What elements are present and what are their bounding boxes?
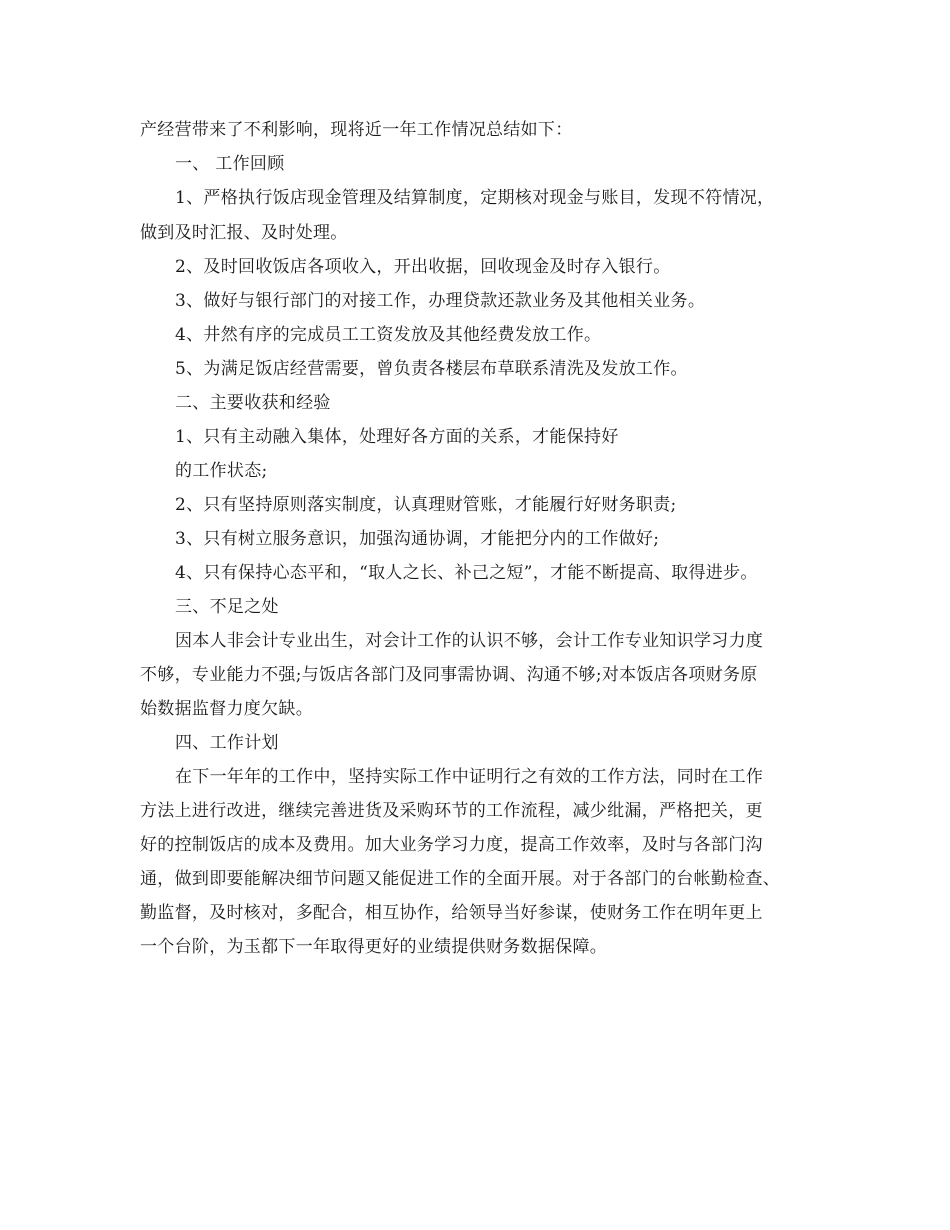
- text-line: 一个台阶，为玉都下一年取得更好的业绩提供财务数据保障。: [140, 937, 608, 957]
- text-line: 产经营带来了不利影响，现将近一年工作情况总结如下：: [140, 120, 573, 140]
- text-line: 好的控制饭店的成本及费用。加大业务学习力度，提高工作效率，及时与各部门沟: [140, 835, 763, 855]
- text-line: 因本人非会计专业出生，对会计工作的认识不够，会计工作专业知识学习力度: [175, 631, 764, 651]
- text-line: 5、为满足饭店经营需要，曾负责各楼层布草联系清洗及发放工作。: [175, 359, 688, 379]
- text-line: 不够，专业能力不强;与饭店各部门及同事需协调、沟通不够;对本饭店各项财务原: [140, 665, 758, 685]
- text-line: 始数据监督力度欠缺。: [140, 699, 313, 719]
- text-line: 方法上进行改进，继续完善进货及采购环节的工作流程，减少纰漏，严格把关，更: [140, 801, 763, 821]
- text-line: 在下一年年的工作中，坚持实际工作中证明行之有效的工作方法，同时在工作: [175, 767, 764, 787]
- section-heading: 三、不足之处: [175, 597, 279, 617]
- text-line: 勤监督，及时核对，多配合，相互协作，给领导当好参谋，使财务工作在明年更上: [140, 903, 763, 923]
- text-line: 3、只有树立服务意识，加强沟通协调，才能把分内的工作做好;: [175, 529, 660, 549]
- text-line: 4、只有保持心态平和，“取人之长、补己之短”，才能不断提高、取得进步。: [175, 563, 758, 583]
- text-line: 做到及时汇报、及时处理。: [140, 223, 348, 243]
- section-heading: 二、主要收获和经验: [175, 393, 331, 413]
- text-line: 1、只有主动融入集体，处理好各方面的关系，才能保持好: [175, 427, 619, 447]
- section-heading: 一、 工作回顾: [175, 154, 285, 174]
- text-line: 4、井然有序的完成员工工资发放及其他经费发放工作。: [175, 325, 602, 345]
- text-line: 通，做到即要能解决细节问题又能促进工作的全面开展。对于各部门的台帐勤检查、: [140, 869, 781, 889]
- text-line: 2、只有坚持原则落实制度，认真理财管账，才能履行好财务职责;: [175, 495, 677, 515]
- section-heading: 四、工作计划: [175, 733, 279, 753]
- text-line: 2、及时回收饭店各项收入，开出收据，回收现金及时存入银行。: [175, 257, 671, 277]
- text-line: 的工作状态;: [175, 461, 268, 481]
- text-line: 3、做好与银行部门的对接工作，办理贷款还款业务及其他相关业务。: [175, 291, 706, 311]
- text-line: 1、严格执行饭店现金管理及结算制度，定期核对现金与账目，发现不符情况，: [175, 188, 775, 208]
